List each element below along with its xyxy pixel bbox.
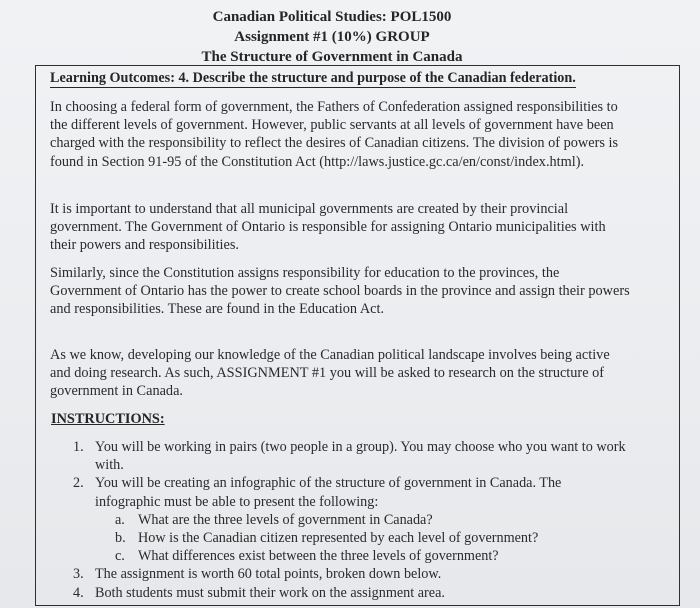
requirement-text: What differences exist between the three levels of government? — [138, 548, 499, 565]
instructions-heading: INSTRUCTIONS: — [51, 411, 165, 427]
instruction-item — [70, 474, 630, 565]
requirement-item — [95, 511, 630, 529]
requirement-text: What are the three levels of government in Canada? — [138, 511, 433, 528]
instructions-list — [70, 438, 630, 602]
assignment-title: Assignment #1 (10%) GROUP — [234, 29, 430, 45]
instruction-text: The assignment is worth 60 total points, broken down below. — [95, 566, 442, 583]
infographic-requirements-list — [95, 511, 630, 566]
instruction-number: 2. — [73, 475, 84, 492]
instruction-item — [70, 438, 630, 474]
paragraph-research: As we know, developing our knowledge of the Canadian political landscape involves being active and doing research. As such, ASSIGNMENT #1 you will be asked to research on the structure of government in Canada. — [50, 347, 610, 400]
paragraph-education: Similarly, since the Constitution assigns responsibility for education to the provinces, the Government of Ontario has the power to create school boards in the province and assign their powers and responsibilities. These are found in the Education Act. — [50, 265, 630, 318]
requirement-item — [95, 529, 630, 547]
instruction-number: 4. — [73, 584, 84, 601]
assignment-topic: The Structure of Government in Canada — [201, 49, 463, 65]
instruction-number: 1. — [73, 439, 84, 455]
requirement-letter: c. — [115, 548, 125, 565]
instruction-item — [70, 565, 630, 583]
learning-outcome-heading: Learning Outcomes: 4. Describe the structure and purpose of the Canadian federation. — [50, 70, 576, 86]
document-header — [0, 7, 700, 67]
instruction-item — [70, 584, 630, 602]
paragraph-federal-form: In choosing a federal form of government, the Fathers of Confederation assigned responsibilities to the different levels of government. However, public servants at all levels of government have been charged with the responsibility to reflect the desires of Canadian citizens. The division of powers is found in Section 91-95 of the Constitution Act (http://laws.justice.gc.ca/en/const/index.html). — [50, 99, 619, 170]
requirement-letter: b. — [115, 530, 126, 547]
requirement-letter: a. — [115, 511, 125, 528]
requirement-item — [95, 547, 630, 565]
instruction-number: 3. — [73, 566, 84, 583]
paragraph-municipal: It is important to understand that all municipal governments are created by their provincial government. The Government of Ontario is responsible for assigning Ontario municipalities with their powers and responsibilities. — [50, 201, 606, 254]
requirement-text: How is the Canadian citizen represented by each level of government? — [138, 530, 539, 547]
instruction-text: You will be creating an infographic of the structure of government in Canada. The infographic must be able to present the following: — [95, 475, 562, 510]
instruction-text: You will be working in pairs (two people in a group). You may choose who you want to work with. — [95, 439, 626, 474]
instruction-text: Both students must submit their work on the assignment area. — [95, 584, 445, 601]
course-title: Canadian Political Studies: POL1500 — [212, 9, 452, 25]
